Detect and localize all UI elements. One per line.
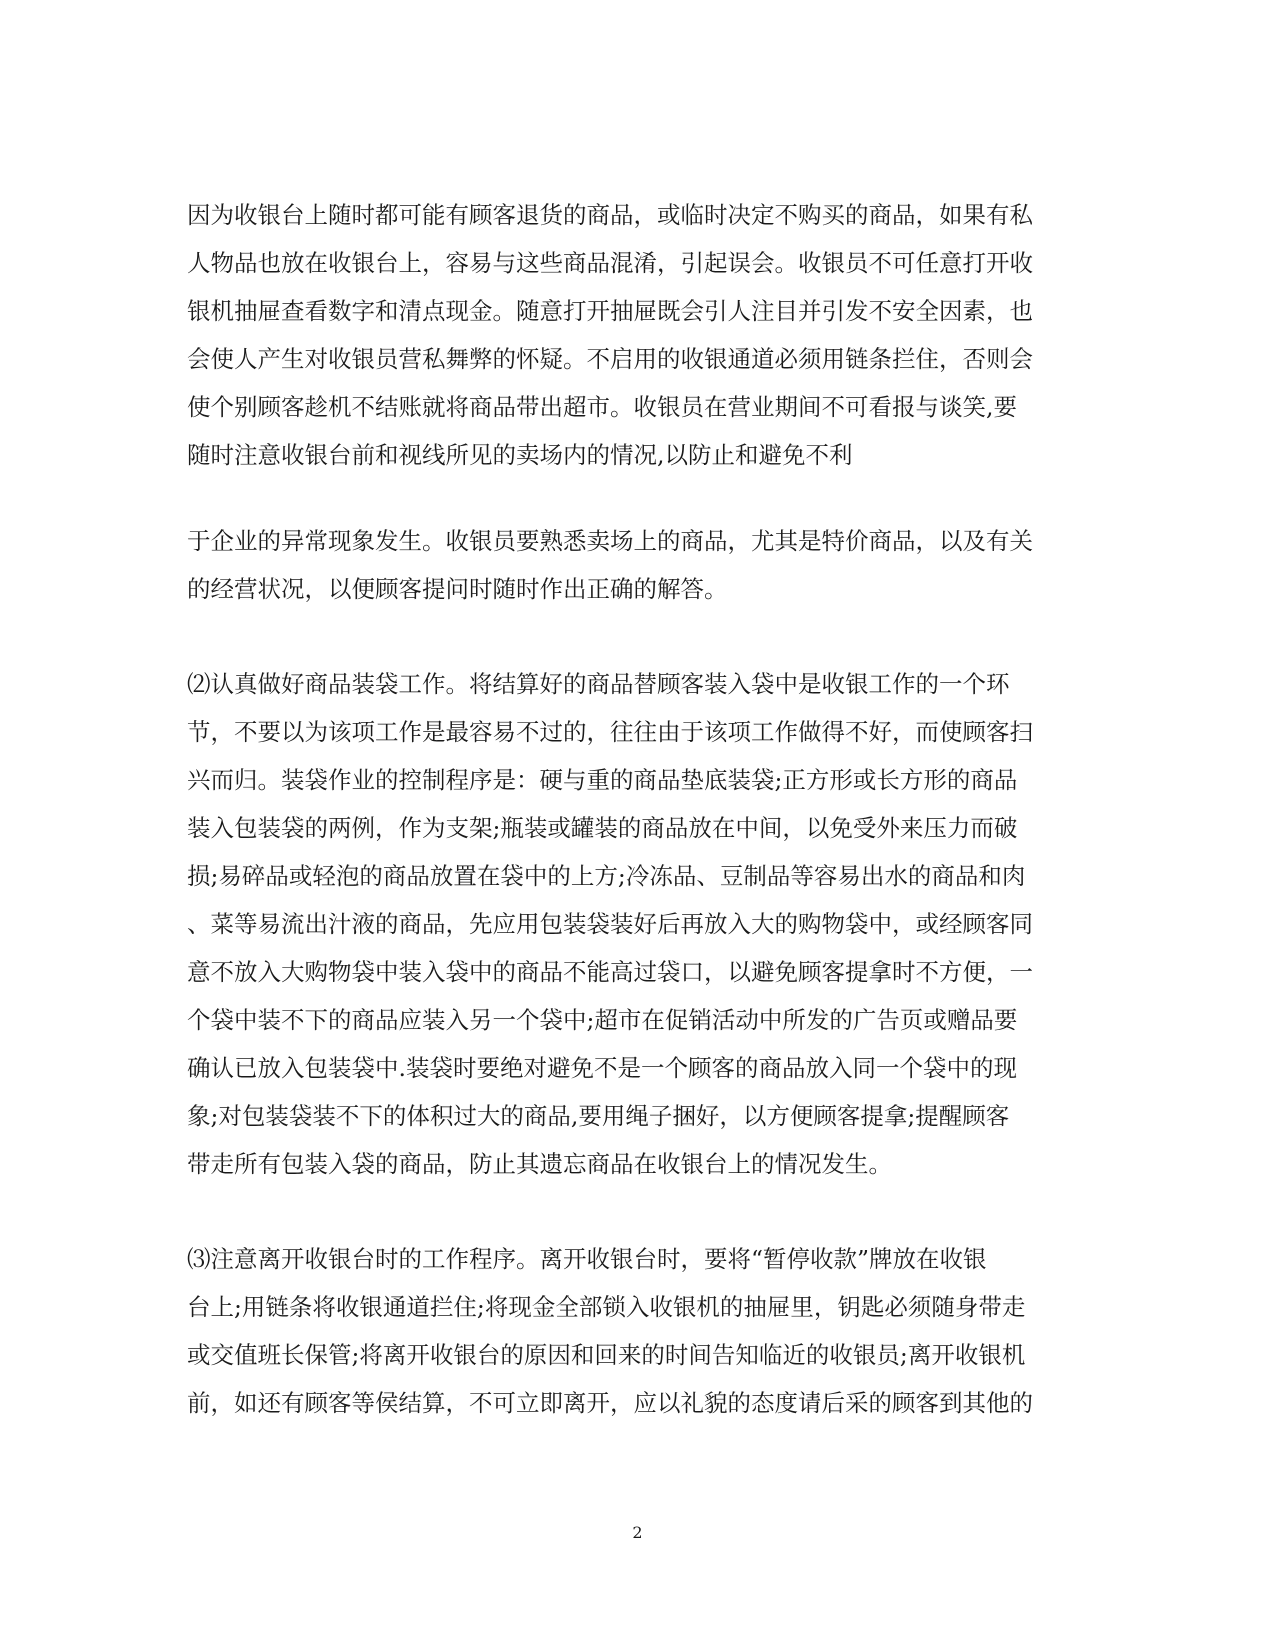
text-line: 个袋中装不下的商品应装入另一个袋中;超市在促销活动中所发的广告页或赠品要 [187,1006,1018,1034]
text-line: 或交值班长保管;将离开收银台的原因和回来的时间告知临近的收银员;离开收银机 [187,1341,1026,1369]
text-line: 损;易碎品或轻泡的商品放置在袋中的上方;冷冻品、豆制品等容易出水的商品和肉 [187,862,1026,890]
text-line: 节，不要以为该项工作是最容易不过的，往往由于该项工作做得不好，而使顾客扫 [187,718,1033,746]
text-line: 前，如还有顾客等侯结算，不可立即离开，应以礼貌的态度请后采的顾客到其他的 [187,1389,1033,1417]
text-line: 人物品也放在收银台上，容易与这些商品混淆，引起误会。收银员不可任意打开收 [187,249,1033,277]
text-line: ⑶注意离开收银台时的工作程序。离开收银台时，要将“暂停收款”牌放在收银 [187,1245,987,1273]
text-line: 的经营状况，以便顾客提问时随时作出正确的解答。 [187,575,728,603]
text-line: 会使人产生对收银员营私舞弊的怀疑。不启用的收银通道必须用链条拦住，否则会 [187,345,1033,373]
text-line: 象;对包装袋装不下的体积过大的商品,要用绳子捆好，以方便顾客提拿;提醒顾客 [187,1102,1010,1130]
text-line: 因为收银台上随时都可能有顾客退货的商品，或临时决定不购买的商品，如果有私 [187,201,1033,229]
page-number: 2 [632,1523,643,1542]
text-line: 台上;用链条将收银通道拦住;将现金全部锁入收银机的抽屉里，钥匙必须随身带走 [187,1293,1026,1321]
text-line: 带走所有包装入袋的商品，防止其遗忘商品在收银台上的情况发生。 [187,1150,892,1178]
text-line: 银机抽屉查看数字和清点现金。随意打开抽屉既会引人注目并引发不安全因素，也 [187,297,1033,325]
text-line: 于企业的异常现象发生。收银员要熟悉卖场上的商品，尤其是特价商品，以及有关 [187,527,1033,555]
text-line: 兴而归。装袋作业的控制程序是：硬与重的商品垫底装袋;正方形或长方形的商品 [187,766,1018,794]
text-line: 装入包装袋的两例，作为支架;瓶装或罐装的商品放在中间，以免受外来压力而破 [187,814,1018,842]
text-line: 、菜等易流出汁液的商品，先应用包装袋装好后再放入大的购物袋中，或经顾客同 [187,910,1033,938]
text-line: 意不放入大购物袋中装入袋中的商品不能高过袋口，以避免顾客提拿时不方便，一 [187,958,1033,986]
text-line: 确认已放入包装袋中.装袋时要绝对避免不是一个顾客的商品放入同一个袋中的现 [187,1054,1017,1082]
text-line: ⑵认真做好商品装袋工作。将结算好的商品替顾客装入袋中是收银工作的一个环 [187,670,1010,698]
text-line: 使个别顾客趁机不结账就将商品带出超市。收银员在营业期间不可看报与谈笑,要 [187,393,1017,421]
text-line: 随时注意收银台前和视线所见的卖场内的情况,以防止和避免不利 [187,441,853,469]
